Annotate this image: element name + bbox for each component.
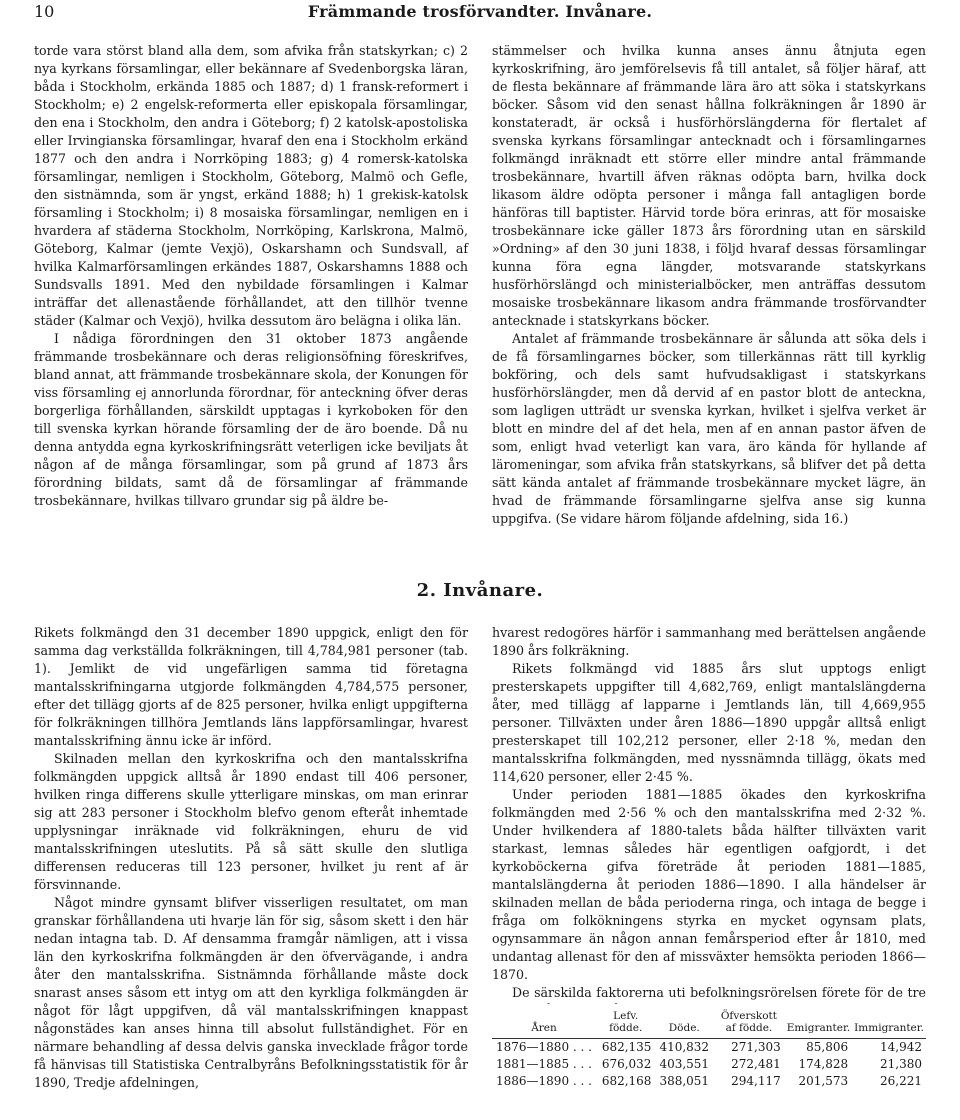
column-header: Öfverskott af födde. <box>720 1010 777 1034</box>
paragraph: hvarest redogöres härför i sammanhang med berättelsen angående 1890 års folkräkning. <box>492 625 926 658</box>
population-movement-table <box>492 1010 926 1090</box>
table-row <box>492 1056 926 1073</box>
bottom-left-column <box>34 624 468 1092</box>
paragraph: Skilnaden mellan den kyrkoskrifna och den mantalsskrifna folkmängden uppgick alltså år 1890 endast till 406 personer, hvilken ringa differens skulle ytterligare minskas, om man erinrar sig att 283 personer i Stockholm blefvo genom efteråt inhemtade upplysningar inräknade vid folkräkningen, ehuru de vid mantalsskrifningen uteslutits. På så sätt skulle den slutliga differensen reduceras till 123 personer, hvilket ju rent af är försvinnande. <box>34 751 468 892</box>
table-cell: 676,032 <box>601 1057 652 1071</box>
column-header: Döde. <box>668 1022 700 1034</box>
table-cell: 174,828 <box>798 1057 849 1071</box>
paragraph: torde vara störst bland alla dem, som afvika från statskyrkan; c) 2 nya kyrkans församlingar, eller bekännare af Svedenborgska läran, båda i Stockholm, erkända 1885 och 1887; d) 1 fransk-reformert i Stockholm; e) 2 engelsk-reformerta eller episkopala församlingar, den ena i Stockholm, den andra i Göteborg; f) 2 katolsk-apostoliska eller Irvingianska församlingar, hvaraf den ena i Stockholm erkänd 1877 och den andra i Norrköping 1883; g) 4 romersk-katolska församlingar, nemligen i Stockholm, Göteborg, Malmö och Gefle, den sistnämnda, som är yngst, erkänd 1888; h) 1 grekisk-katolsk församling i Stockholm; i) 8 mosaiska församlingar, nemligen en i hvardera af städerna Stockholm, Norrköping, Karlskrona, Malmö, Göteborg, Kalmar (jemte Vexjö), Oskarshamn och Sundsvall, af hvilka Kalmarförsamlingen erkändes 1887, Oskarshamns 1888 och Sundsvalls 1891. Med den nybildade församlingen i Kalmar inträffar det allenastående förhållandet, att den tillhör tvenne städer (Kalmar och Vexjö), hvilka dessutom äro belägna i olika län. <box>34 43 468 328</box>
paragraph: Något mindre gynsamt blifver visserligen resultatet, om man granskar förhållandena uti hvarje län för sig, såsom skett i den här nedan intagna tab. D. Af densamma framgår nämligen, att i vissa län den kyrkoskrifna folkmängden är den öfvervägande, i andra åter den mantalsskrifna. Sistnämnda förhållande måste dock snarast anses såsom ett intyg om att den kyrkliga folkmängden är något för lågt uppgifven, då väl mantalsskrifningen knappast någonstädes kan anses hinna till absolut fullständighet. För en närmare behandling af dessa delvis ganska invecklade frågor torde få hänvisas till Statistiska Centralbyråns Befolkningsstatistik för år 1890, Tredje afdelningen, <box>34 895 468 1090</box>
running-header: Främmande trosförvandter. Invånare. <box>307 2 653 21</box>
table-cell: 682,168 <box>601 1074 652 1088</box>
paragraph: stämmelser och hvilka kunna anses ännu åtnjuta egen kyrkoskrifning, äro jemförelsevis få till antalet, så följer häraf, att de flesta bekännare af främmande lära äro att söka i statskyrkans böcker. Såsom vid den senast hållna folkräkningen år 1890 är konstateradt, är också i husförhörslängderna för flertalet af svenska kyrkans församlingar antecknadt och i församlingarnes folkmängd inräknadt ett större eller mindre antal främmande trosbekännare, hvartill äfven räknas odöpta barn, hvilka dock likasom äldre odöpta personer i många fall antagligen borde hänföras till baptister. Härvid torde böra erinras, att för mosaiske trosbekännare icke gäller 1873 års förordning utan en särskild »Ordning» af den 30 juni 1838, i följd hvaraf dessas församlingar kunna föra egna längder, motsvarande statskyrkans husförhörslängd och ministerialböcker, men anträffas dessutom mosaiske trosbekännare likasom andra främmande trosförvandter antecknade i statskyrkans böcker. <box>492 43 926 328</box>
table-row <box>492 1039 926 1057</box>
table-cell: 388,051 <box>659 1074 710 1088</box>
table-cell: 201,573 <box>798 1074 849 1088</box>
column-header: Åren <box>531 1022 557 1034</box>
table-cell: 294,117 <box>731 1074 781 1088</box>
paragraph: Under perioden 1881—1885 ökades den kyrkoskrifna folkmängden med 2·56 % och den mantalsskrifna med 2·32 %. Under hvilkendera af 1880-talets båda hälfter tillväxten varit starkast, lemnas således här egentligen oafgjordt, i det kyrkoböckerna gifva företräde åt perioden 1881—1885, mantalslängderna åt perioden 1886—1890. I alla händelser är skilnaden mellan de båda perioderna ringa, och intaga de begge i fråga om folkökningens styrka en mycket ogynsam plats, ogynsammare än någon annan femårsperiod efter år 1810, med undantag allenast för den af missväxter hemsökta perioden 1866—1870. <box>492 787 926 982</box>
table-cell: 1886—1890 . . . <box>496 1074 592 1088</box>
table-cell: 21,380 <box>880 1057 922 1071</box>
table-cell: 272,481 <box>731 1057 781 1071</box>
table-cell: 14,942 <box>880 1040 922 1054</box>
table-cell: 682,135 <box>601 1040 652 1054</box>
table-cell: 26,221 <box>880 1074 922 1088</box>
column-header: Lefv. födde. <box>609 1010 643 1034</box>
bottom-right-column <box>492 624 926 1004</box>
paragraph: Antalet af främmande trosbekännare är sålunda att söka dels i de få församlingarnes böcker, som tillerkännas rätt till kyrklig bokföring, och dels samt hufvudsakligast i statskyrkans husförhörslängder, men då dervid af en pastor blott de anteckna, som lagligen utträdt ur svenska kyrkan, hvilket i sjelfva verket är blott en mindre del af det hela, men af en annan pastor äfven de som, enligt hvad veterligt kan vara, äro kända för hyllande af läromeningar, som afvika från statskyrkans, så blifver det på detta sätt kända antalet af främmande trosbekännare mycket lägre, än hvad de främmande församlingarne sjelfva anse sig kunna uppgifva. (Se vidare härom följande afdelning, sida 16.) <box>492 331 926 526</box>
section-title: 2. Invånare. <box>416 580 544 601</box>
table-cell: 403,551 <box>659 1057 710 1071</box>
table-cell: 1881—1885 . . . <box>496 1057 592 1071</box>
column-header: Emigranter. <box>786 1022 851 1034</box>
table-row <box>492 1073 926 1090</box>
table-cell: 410,832 <box>659 1040 710 1054</box>
paragraph: De särskilda faktorerna uti befolkningsrörelsen förete för de tre <box>512 985 926 1000</box>
top-right-column <box>492 42 926 528</box>
top-left-column <box>34 42 468 510</box>
table-cell: 271,303 <box>731 1040 781 1054</box>
table-header-row <box>492 1010 926 1039</box>
table-cell: 85,806 <box>806 1040 849 1054</box>
paragraph: I nådiga förordningen den 31 oktober 1873 angående främmande trosbekännare och deras religionsöfning föreskrifves, bland annat, att främmande trosbekännare skola, der Konungen för viss församling ej annorlunda förordnar, för anteckning öfver deras borgerliga förhållanden, särskildt upptagas i kyrkoboken för den till svenska kyrkan hörande församling der de äro boende. Då nu denna antydda egna kyrkoskrifningsrätt veterligen icke beviljats åt någon af de många församlingar, som på grund af 1873 års förordning bildats, samt då de församlingar af främmande trosbekännare, hvilkas tillvaro grundar sig på äldre be- <box>34 331 468 508</box>
table-cell: 1876—1880 . . . <box>496 1040 592 1054</box>
column-header: Immigranter. <box>854 1022 924 1034</box>
paragraph: Rikets folkmängd den 31 december 1890 uppgick, enligt den för samma dag verkställda folkräkningen, till 4,784,981 personer (tab. 1). Jemlikt de vid ungefärligen samma tid företagna mantalsskrifningarna utgjorde folkmängden 4,784,575 personer, efter det tillägg gjorts af de 825 personer, hvilka enligt uppgifterna för folkräkningen tillhöra Jemtlands läns lappförsamlingar, hvarest mantalsskrifning ännu icke är införd. <box>34 625 468 748</box>
page-number: 10 <box>34 2 55 21</box>
paragraph: Rikets folkmängd vid 1885 års slut upptogs enligt presterskapets uppgifter till 4,682,769, enligt mantalslängderna åter, med tillägg af lapparne i Jemtlands län, till 4,669,955 personer. Tillväxten under åren 1886—1890 uppgår alltså enligt presterskapet till 102,212 personer, eller 2·18 %, medan den mantalsskrifna folkmängden, med nyssnämnda tillägg, ökats med 114,620 personer, eller 2·45 %. <box>492 661 926 784</box>
